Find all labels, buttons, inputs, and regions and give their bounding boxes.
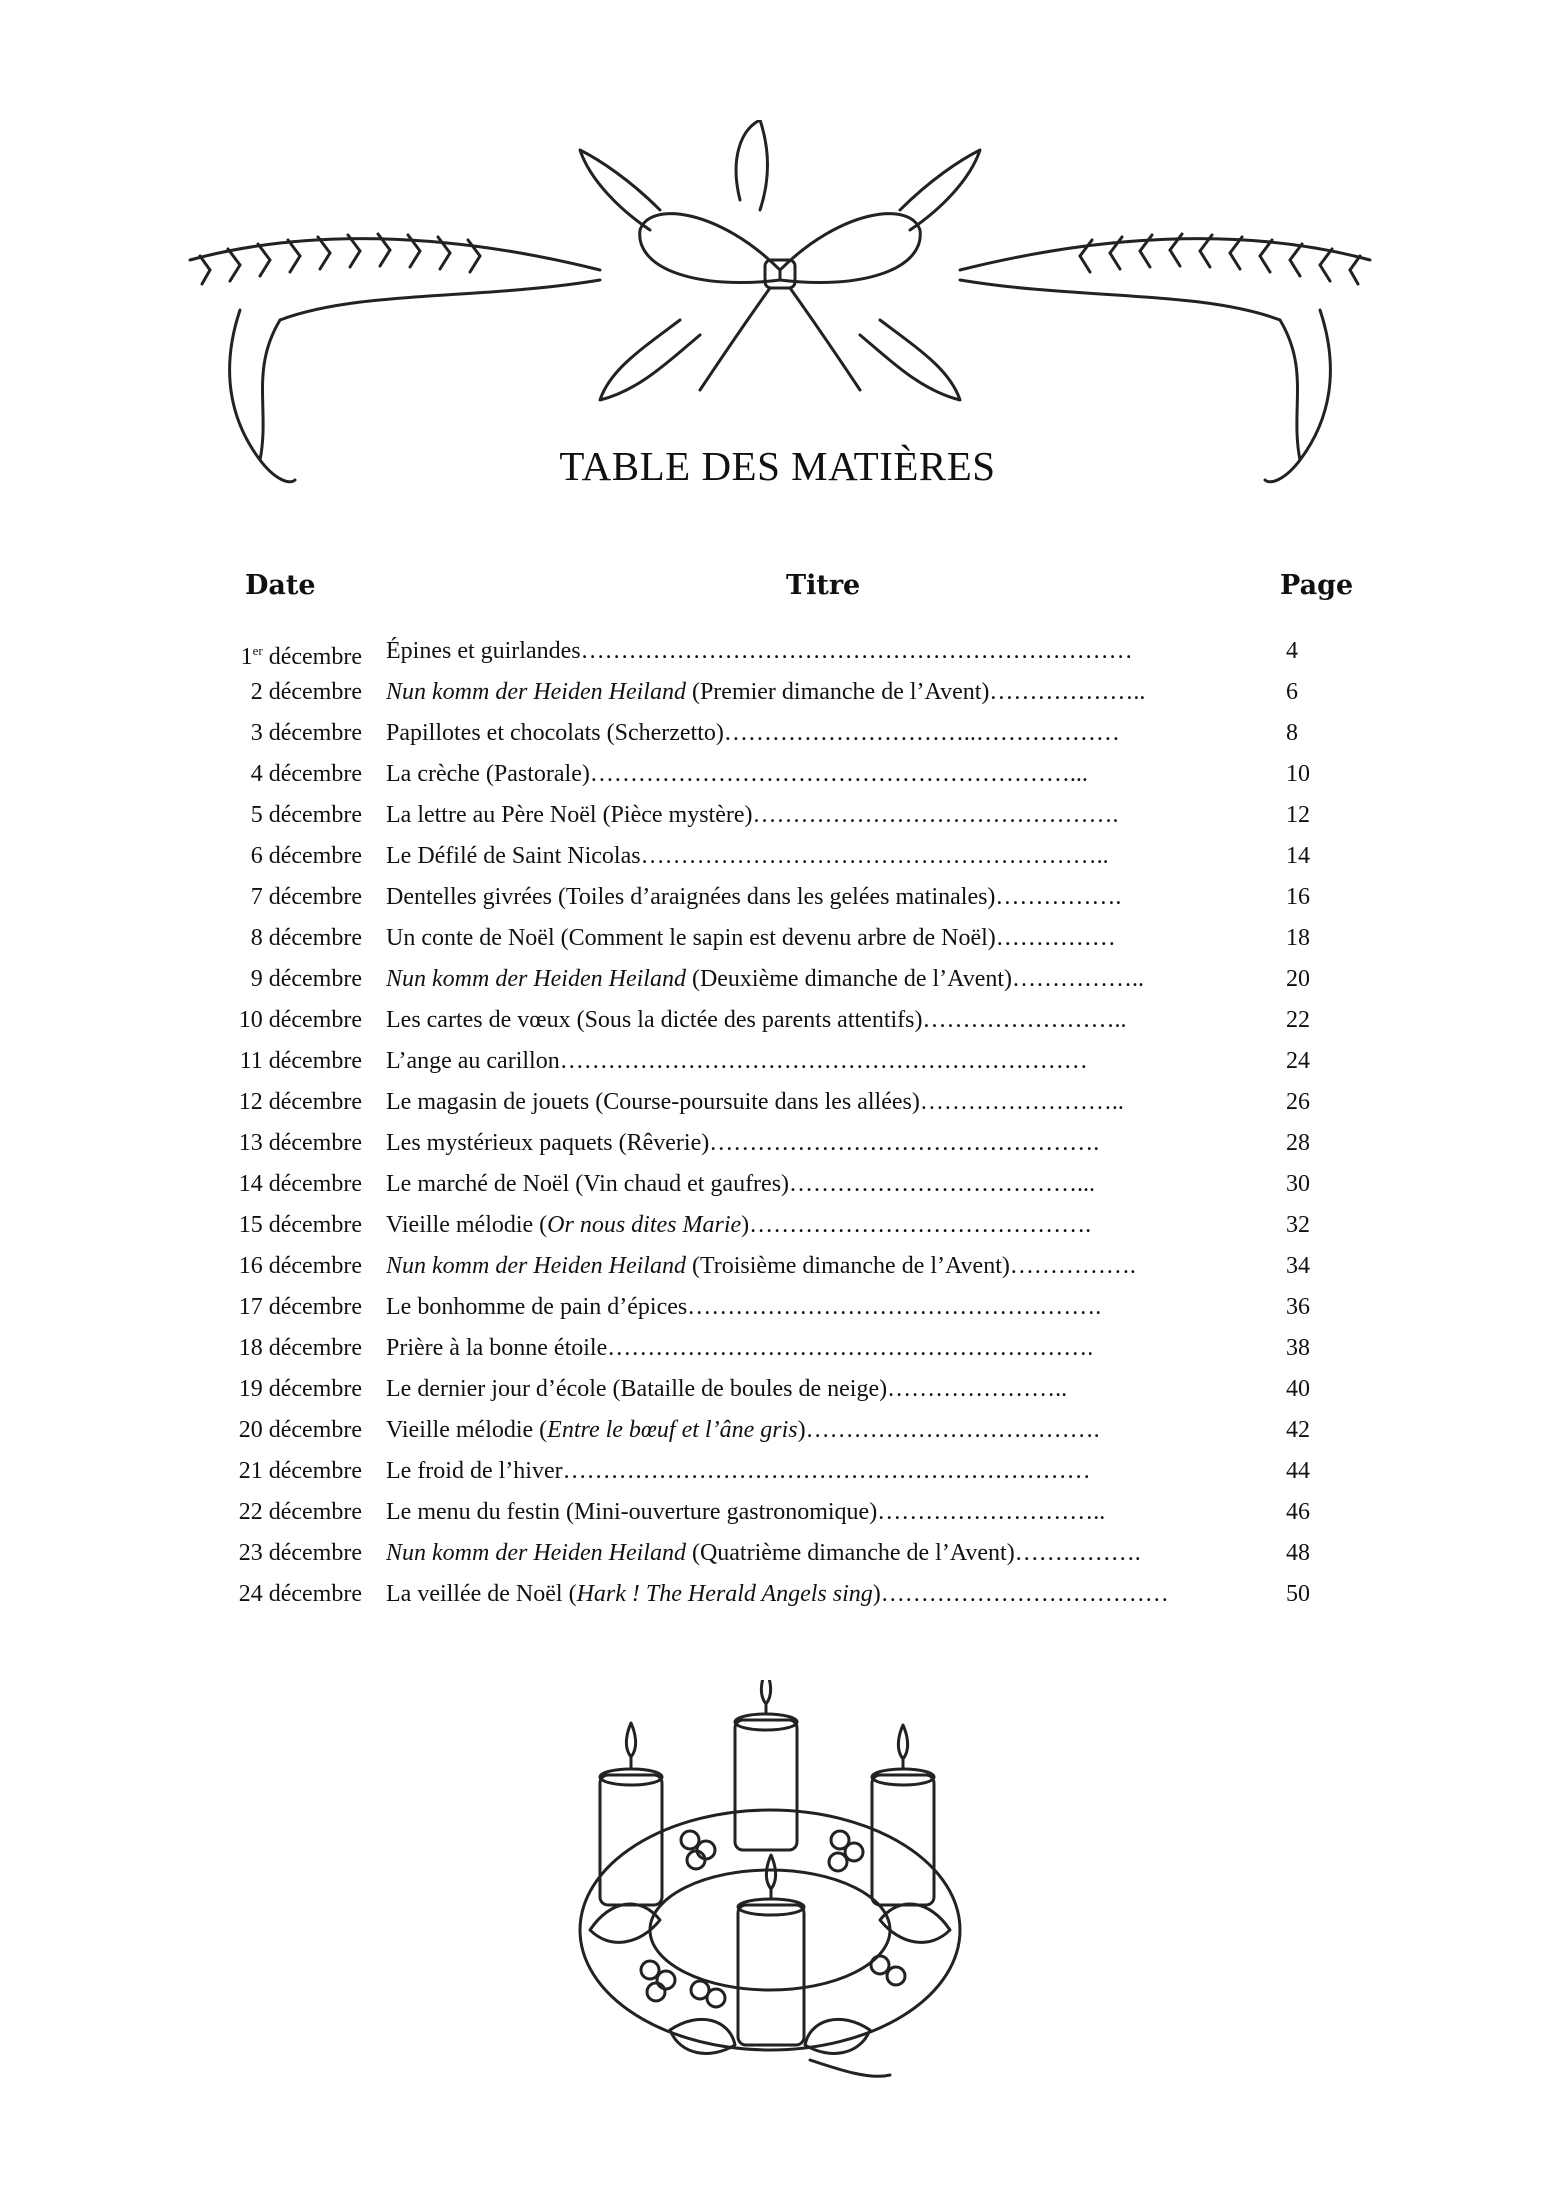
toc-page-number: 18 [1286, 925, 1310, 951]
toc-date: 22 décembre [238, 1499, 362, 1525]
toc-row [150, 677, 1390, 718]
toc-leader-dots: ……………………………………. [749, 1212, 1092, 1238]
toc-row [150, 1374, 1390, 1415]
toc-leader-dots: ………………………………. [805, 1417, 1100, 1443]
toc-title: Vieille mélodie (Or nous dites Marie)……………………………………. [386, 1212, 1092, 1238]
toc-leader-dots: ……………………………………………. [687, 1294, 1102, 1320]
toc-date: 13 décembre [238, 1130, 362, 1156]
toc-row [150, 1333, 1390, 1374]
toc-leader-dots: ………………………………………………….. [640, 843, 1109, 869]
toc-page-number: 34 [1286, 1253, 1310, 1279]
header-page: Page [1280, 570, 1354, 601]
toc-date: 18 décembre [238, 1335, 362, 1361]
header-date: Date [245, 570, 316, 601]
toc-page-number: 14 [1286, 843, 1310, 869]
toc-row [150, 1169, 1390, 1210]
toc-page-number: 38 [1286, 1335, 1310, 1361]
toc-leader-dots: …………………….. [922, 1007, 1127, 1033]
toc-date: 21 décembre [238, 1458, 362, 1484]
toc-date: 1er décembre [240, 643, 362, 670]
toc-leader-dots: ………………………………………………………… [562, 1458, 1091, 1484]
toc-page-number: 36 [1286, 1294, 1310, 1320]
toc-title: La veillée de Noël (Hark ! The Herald Angels sing)……………………………… [386, 1581, 1169, 1607]
toc-date: 24 décembre [238, 1581, 362, 1607]
toc-row [150, 1251, 1390, 1292]
toc-leader-dots: ……………. [1014, 1540, 1141, 1566]
toc-row [150, 841, 1390, 882]
toc-row [150, 1292, 1390, 1333]
toc-row [150, 882, 1390, 923]
toc-page-number: 30 [1286, 1171, 1310, 1197]
toc-row [150, 923, 1390, 964]
toc-date: 11 décembre [239, 1048, 362, 1074]
toc-date: 15 décembre [238, 1212, 362, 1238]
toc-date: 8 décembre [250, 925, 362, 951]
toc-row [150, 1538, 1390, 1579]
toc-leader-dots: …………………………………………. [709, 1130, 1100, 1156]
advent-wreath-illustration [570, 1680, 970, 2090]
toc-date: 17 décembre [238, 1294, 362, 1320]
toc-page-number: 8 [1286, 720, 1298, 746]
toc-page-number: 28 [1286, 1130, 1310, 1156]
toc-date: 12 décembre [238, 1089, 362, 1115]
toc-row [150, 1087, 1390, 1128]
toc-title: Vieille mélodie (Entre le bœuf et l’âne gris)………………………………. [386, 1417, 1100, 1443]
toc-page-number: 40 [1286, 1376, 1310, 1402]
toc-leader-dots: …………………….. [919, 1089, 1124, 1115]
toc-leader-dots: ……………. [995, 884, 1122, 910]
toc-row [150, 718, 1390, 759]
toc-title: La crèche (Pastorale)……………………………………………………... [386, 761, 1088, 787]
toc-leader-dots: …………………………………………………………… [580, 638, 1133, 664]
toc-page-number: 10 [1286, 761, 1310, 787]
toc-page-number: 50 [1286, 1581, 1310, 1607]
toc-leader-dots: …………… [995, 925, 1116, 951]
toc-title: Le marché de Noël (Vin chaud et gaufres)………………………………... [386, 1171, 1096, 1197]
toc-title: La lettre au Père Noël (Pièce mystère)………………………………………. [386, 802, 1119, 828]
toc-page-number: 46 [1286, 1499, 1310, 1525]
toc-title: Papillotes et chocolats (Scherzetto)…………………………..……………… [386, 720, 1120, 746]
toc-title: Le dernier jour d’école (Bataille de boules de neige)………………….. [386, 1376, 1068, 1402]
toc-page-number: 24 [1286, 1048, 1310, 1074]
toc-leader-dots: …………….. [1012, 966, 1145, 992]
toc-page-number: 20 [1286, 966, 1310, 992]
toc-title: Nun komm der Heiden Heiland (Quatrième dimanche de l’Avent)……………. [386, 1540, 1141, 1566]
header-titre: Titre [786, 570, 861, 601]
toc-title: L’ange au carillon………………………………………………………… [386, 1048, 1088, 1074]
toc-title: Les mystérieux paquets (Rêverie)…………………………………………. [386, 1130, 1100, 1156]
page-title: TABLE DES MATIÈRES [559, 443, 996, 489]
toc-title: Nun komm der Heiden Heiland (Premier dimanche de l’Avent)……………….. [386, 679, 1146, 705]
toc-page-number: 4 [1286, 638, 1298, 664]
toc-title: Le bonhomme de pain d’épices……………………………………………. [386, 1294, 1102, 1320]
toc-leader-dots: ………………………………... [789, 1171, 1096, 1197]
toc-date: 14 décembre [238, 1171, 362, 1197]
toc-leader-dots: …………………………..……………… [723, 720, 1120, 746]
toc-row [150, 1415, 1390, 1456]
toc-row [150, 636, 1390, 677]
toc-row [150, 1128, 1390, 1169]
toc-leader-dots: ……………………………………………………. [607, 1335, 1094, 1361]
toc-title: Prière à la bonne étoile……………………………………………………. [386, 1335, 1094, 1361]
toc-title: Dentelles givrées (Toiles d’araignées dans les gelées matinales)……………. [386, 884, 1122, 910]
toc-page-number: 22 [1286, 1007, 1310, 1033]
toc-title: Le menu du festin (Mini-ouverture gastronomique)……………………….. [386, 1499, 1106, 1525]
toc-page-number: 12 [1286, 802, 1310, 828]
toc-leader-dots: ……………………………………………………... [589, 761, 1088, 787]
toc-title: Un conte de Noël (Comment le sapin est devenu arbre de Noël)…………… [386, 925, 1116, 951]
toc-date: 10 décembre [238, 1007, 362, 1033]
toc-rows [150, 636, 1390, 1620]
toc-date: 16 décembre [238, 1253, 362, 1279]
toc-leader-dots: ……………………….. [877, 1499, 1106, 1525]
toc-title: Le Défilé de Saint Nicolas………………………………………………….. [386, 843, 1109, 869]
toc-page-number: 26 [1286, 1089, 1310, 1115]
toc-leader-dots: ………………………………………. [752, 802, 1119, 828]
toc-date: 5 décembre [250, 802, 362, 828]
toc-page-number: 48 [1286, 1540, 1310, 1566]
toc-leader-dots: ……………….. [989, 679, 1146, 705]
toc-row [150, 964, 1390, 1005]
toc-leader-dots: ………………………………………………………… [559, 1048, 1088, 1074]
toc-leader-dots: ……………………………… [880, 1581, 1169, 1607]
toc-date: 6 décembre [250, 843, 362, 869]
toc-page-number: 42 [1286, 1417, 1310, 1443]
table-of-contents [150, 570, 1390, 1607]
toc-leader-dots: ………………….. [887, 1376, 1068, 1402]
toc-row [150, 1579, 1390, 1620]
toc-row [150, 1005, 1390, 1046]
toc-title: Le froid de l’hiver………………………………………………………… [386, 1458, 1091, 1484]
toc-row [150, 759, 1390, 800]
toc-page-number: 16 [1286, 884, 1310, 910]
toc-row [150, 800, 1390, 841]
toc-row [150, 1210, 1390, 1251]
toc-page-number: 6 [1286, 679, 1298, 705]
toc-title: Nun komm der Heiden Heiland (Troisième dimanche de l’Avent)……………. [386, 1253, 1136, 1279]
toc-date: 9 décembre [250, 966, 362, 992]
toc-row [150, 1456, 1390, 1497]
toc-date: 3 décembre [250, 720, 362, 746]
toc-date: 7 décembre [250, 884, 362, 910]
toc-title: Épines et guirlandes…………………………………………………………… [386, 638, 1133, 664]
toc-date: 20 décembre [238, 1417, 362, 1443]
table-header [150, 570, 1390, 620]
toc-date: 19 décembre [238, 1376, 362, 1402]
toc-leader-dots: ……………. [1009, 1253, 1136, 1279]
toc-page-number: 44 [1286, 1458, 1310, 1484]
toc-row [150, 1046, 1390, 1087]
toc-row [150, 1497, 1390, 1538]
toc-date: 4 décembre [250, 761, 362, 787]
toc-title: Le magasin de jouets (Course-poursuite dans les allées)…………………….. [386, 1089, 1124, 1115]
toc-date: 23 décembre [238, 1540, 362, 1566]
toc-page-number: 32 [1286, 1212, 1310, 1238]
toc-date: 2 décembre [250, 679, 362, 705]
toc-title: Les cartes de vœux (Sous la dictée des parents attentifs)…………………….. [386, 1007, 1127, 1033]
toc-title: Nun komm der Heiden Heiland (Deuxième dimanche de l’Avent)…………….. [386, 966, 1145, 992]
